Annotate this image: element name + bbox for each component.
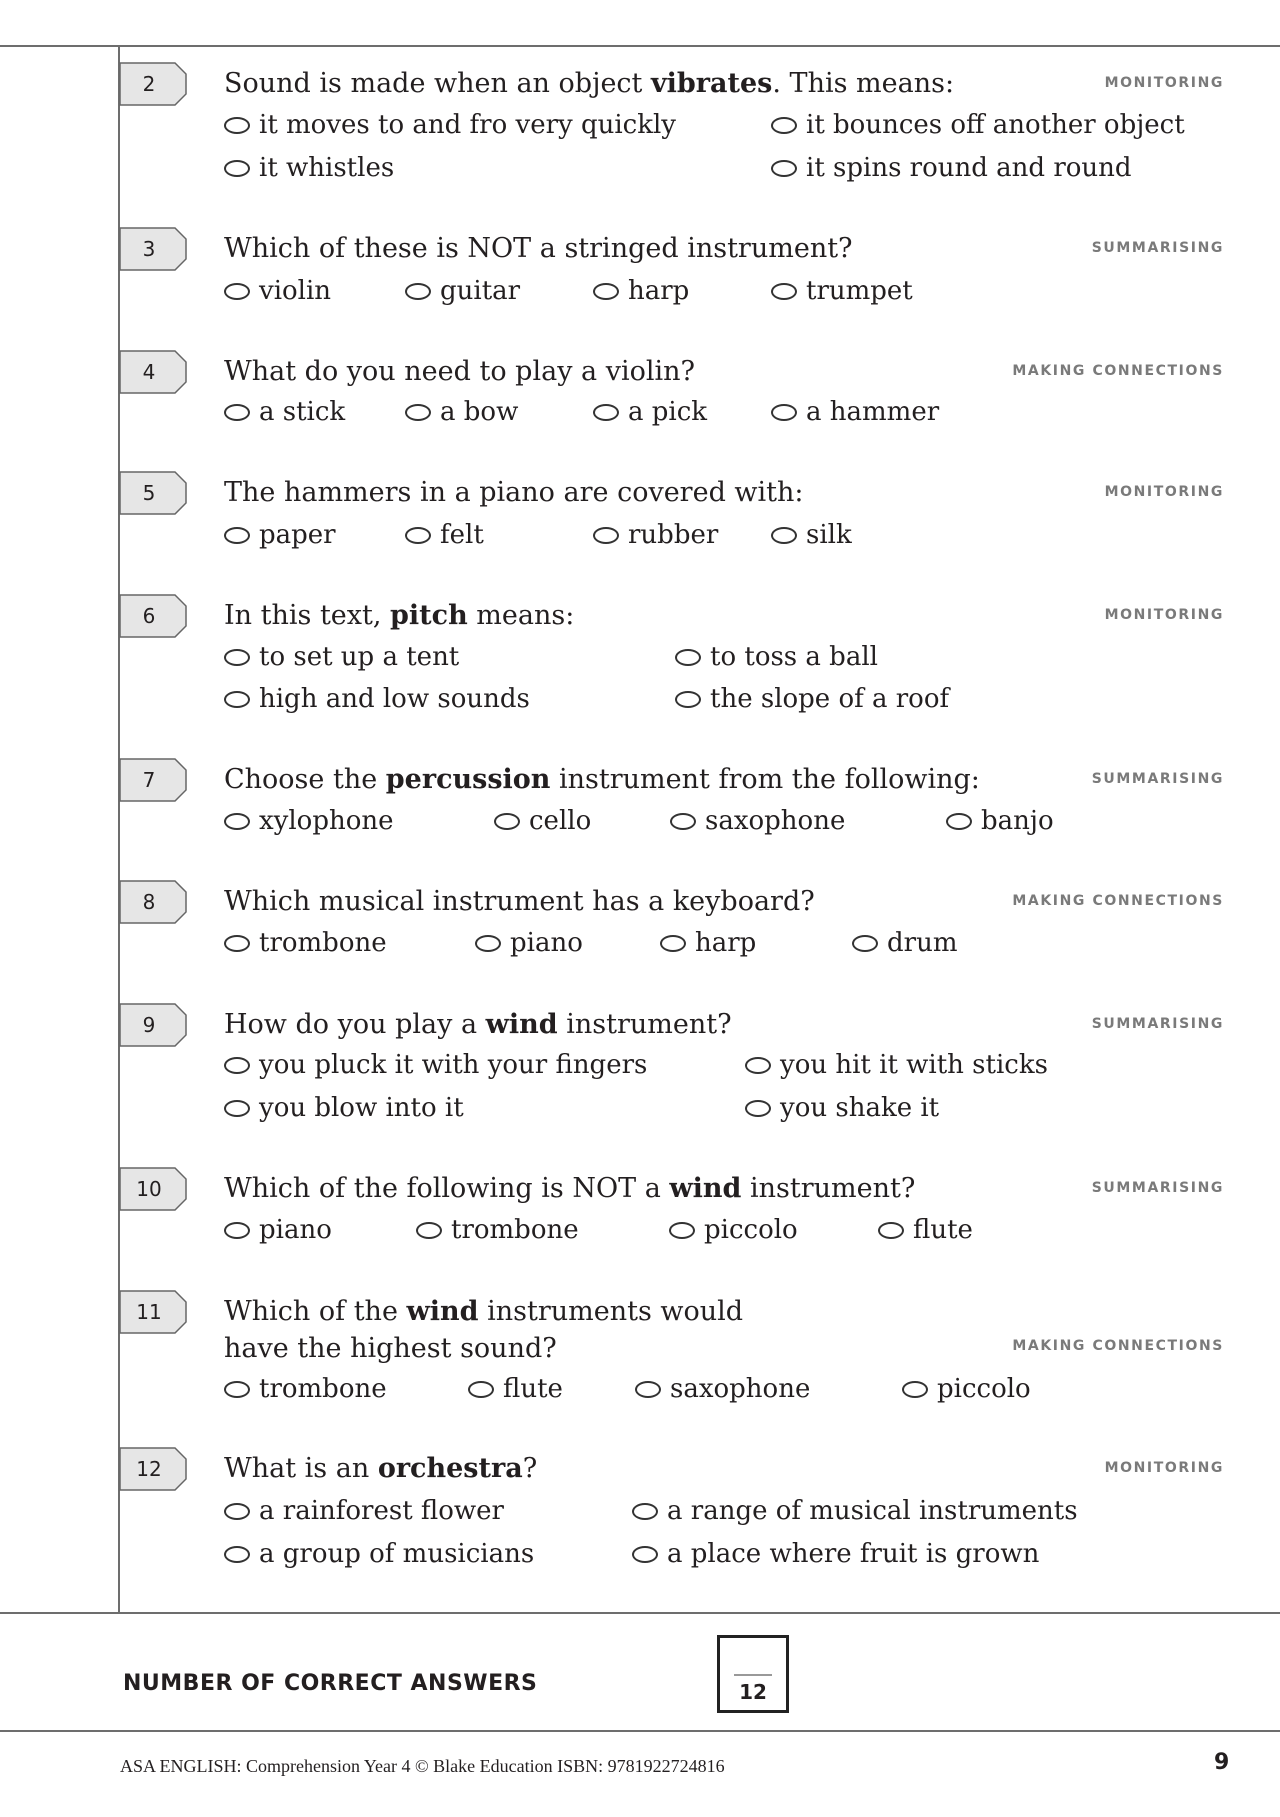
answer-bubble-icon[interactable]	[475, 935, 501, 952]
answer-bubble-icon[interactable]	[771, 117, 797, 134]
answer-option[interactable]	[675, 682, 949, 716]
score-total: 12	[739, 1680, 767, 1704]
question-text-part: In this text,	[224, 600, 391, 631]
answer-bubble-icon[interactable]	[224, 649, 250, 666]
answer-option[interactable]	[675, 640, 878, 674]
answer-bubble-icon[interactable]	[670, 813, 696, 830]
question-text-part: ?	[522, 1453, 538, 1484]
question-text-part: Which musical instrument has a keyboard?	[224, 886, 815, 917]
answer-bubble-icon[interactable]	[771, 527, 797, 544]
answer-option[interactable]	[745, 1048, 1048, 1082]
answer-bubble-icon[interactable]	[771, 404, 797, 421]
question-number: 4	[142, 360, 156, 384]
answer-option[interactable]	[224, 518, 336, 552]
answer-option-label: a range of musical instruments	[667, 1496, 1078, 1526]
answer-option[interactable]	[632, 1494, 1078, 1528]
question-number-badge	[119, 594, 187, 638]
question-text-part: Which of the	[224, 1296, 407, 1327]
answer-bubble-icon[interactable]	[745, 1100, 771, 1117]
question-text-part: . This means:	[772, 68, 955, 99]
answer-bubble-icon[interactable]	[224, 691, 250, 708]
answer-bubble-icon[interactable]	[405, 283, 431, 300]
answer-option-label: a bow	[440, 397, 519, 427]
answer-option-label: you shake it	[780, 1093, 940, 1123]
answer-option-label: guitar	[440, 276, 521, 306]
answer-bubble-icon[interactable]	[635, 1381, 661, 1398]
answer-bubble-icon[interactable]	[946, 813, 972, 830]
answer-bubble-icon[interactable]	[224, 935, 250, 952]
skill-tag: SUMMARISING	[1091, 1016, 1224, 1032]
answer-option-label: harp	[628, 276, 690, 306]
question-number-badge	[119, 227, 187, 271]
answer-bubble-icon[interactable]	[745, 1057, 771, 1074]
answer-option-label: a stick	[259, 397, 346, 427]
answer-bubble-icon[interactable]	[224, 404, 250, 421]
answer-option-label: a group of musicians	[259, 1539, 535, 1569]
question-text	[224, 883, 815, 920]
answer-option-label: a rainforest flower	[259, 1496, 504, 1526]
answer-option-label: xylophone	[259, 806, 394, 836]
question-text-part: What is an	[224, 1453, 378, 1484]
answer-bubble-icon[interactable]	[593, 404, 619, 421]
answer-option[interactable]	[224, 1091, 464, 1125]
answer-option[interactable]	[405, 518, 484, 552]
question-number: 6	[142, 604, 156, 628]
answer-bubble-icon[interactable]	[416, 1222, 442, 1239]
question-text-part: means:	[467, 600, 575, 631]
question-text	[224, 474, 804, 511]
question-text-part: instruments would	[478, 1296, 744, 1327]
question-text-part: Which of these is NOT a stringed instrument?	[224, 233, 853, 264]
answer-bubble-icon[interactable]	[405, 527, 431, 544]
answer-bubble-icon[interactable]	[224, 527, 250, 544]
answer-option-label: cello	[529, 806, 592, 836]
answer-bubble-icon[interactable]	[224, 283, 250, 300]
answer-option[interactable]	[670, 804, 845, 838]
question-text-bold: pitch	[390, 600, 468, 631]
question-number: 12	[136, 1457, 162, 1481]
answer-option-label: silk	[806, 520, 852, 550]
answer-bubble-icon[interactable]	[224, 1222, 250, 1239]
question-number: 7	[142, 768, 156, 792]
answer-option-label: the slope of a roof	[710, 684, 950, 714]
question-text-part: instrument?	[557, 1009, 732, 1040]
answer-option-label: you pluck it with your fingers	[259, 1050, 648, 1080]
answer-option-label: drum	[887, 928, 958, 958]
answer-option[interactable]	[878, 1213, 973, 1247]
answer-option[interactable]	[946, 804, 1054, 838]
question-number: 2	[142, 72, 156, 96]
question-text-bold: wind	[669, 1173, 742, 1204]
question-number-badge	[119, 880, 187, 924]
answer-option[interactable]	[224, 151, 394, 185]
answer-bubble-icon[interactable]	[224, 117, 250, 134]
answer-bubble-icon[interactable]	[405, 404, 431, 421]
skill-tag: MONITORING	[1104, 484, 1224, 500]
skill-tag: SUMMARISING	[1091, 240, 1224, 256]
footer-copyright: ASA ENGLISH: Comprehension Year 4 © Blake Education ISBN: 9781922724816	[120, 1756, 725, 1776]
answer-bubble-icon[interactable]	[224, 1100, 250, 1117]
question-text-part: Which of the following is NOT a	[224, 1173, 670, 1204]
answer-bubble-icon[interactable]	[902, 1381, 928, 1398]
question-text-bold: percussion	[385, 764, 551, 795]
answer-option-label: it bounces off another object	[806, 110, 1185, 140]
answer-option-label: you hit it with sticks	[780, 1050, 1048, 1080]
answer-option-label: it moves to and fro very quickly	[259, 110, 676, 140]
question-text	[224, 353, 695, 390]
answer-bubble-icon[interactable]	[224, 1503, 250, 1520]
answer-option[interactable]	[593, 518, 718, 552]
answer-option[interactable]	[902, 1372, 1031, 1406]
answer-option-label: high and low sounds	[259, 684, 530, 714]
answer-option[interactable]	[468, 1372, 563, 1406]
answer-bubble-icon[interactable]	[494, 813, 520, 830]
question-text-part: Choose the	[224, 764, 386, 795]
skill-tag: MONITORING	[1104, 1460, 1224, 1476]
answer-option[interactable]	[771, 518, 852, 552]
question-text-bold: wind	[485, 1009, 558, 1040]
question-text-part: How do you play a	[224, 1009, 486, 1040]
score-blank	[734, 1674, 772, 1676]
answer-option[interactable]	[632, 1537, 1039, 1571]
answer-option[interactable]	[494, 804, 591, 838]
question-text	[224, 597, 574, 634]
question-number: 8	[142, 890, 156, 914]
answer-option-label: banjo	[981, 806, 1054, 836]
answer-option[interactable]	[224, 804, 394, 838]
question-number: 11	[136, 1300, 162, 1324]
answer-option[interactable]	[852, 926, 957, 960]
answer-option-label: you blow into it	[259, 1093, 464, 1123]
question-number-badge	[119, 350, 187, 394]
question-text	[224, 1170, 915, 1207]
footer-rule	[0, 1730, 1280, 1732]
answer-bubble-icon[interactable]	[675, 649, 701, 666]
answer-bubble-icon[interactable]	[224, 1546, 250, 1563]
answer-option[interactable]	[416, 1213, 579, 1247]
answer-option-label: piccolo	[937, 1374, 1031, 1404]
answer-bubble-icon[interactable]	[224, 1057, 250, 1074]
question-number: 3	[142, 237, 156, 261]
question-number-badge	[119, 1290, 187, 1334]
answer-option-label: flute	[503, 1374, 563, 1404]
section-rule	[0, 1612, 1280, 1614]
answer-option[interactable]	[635, 1372, 810, 1406]
skill-tag: MAKING CONNECTIONS	[1012, 893, 1224, 909]
question-text	[224, 65, 954, 102]
question-number-badge	[119, 1447, 187, 1491]
answer-option-label: piccolo	[704, 1215, 798, 1245]
answer-bubble-icon[interactable]	[593, 527, 619, 544]
answer-option[interactable]	[593, 395, 707, 429]
answer-option-label: a place where fruit is grown	[667, 1539, 1040, 1569]
answer-option[interactable]	[224, 1494, 504, 1528]
question-text	[224, 1450, 537, 1487]
answer-option[interactable]	[224, 395, 345, 429]
answer-bubble-icon[interactable]	[878, 1222, 904, 1239]
question-number: 9	[142, 1013, 156, 1037]
question-text-part: instrument?	[741, 1173, 916, 1204]
skill-tag: SUMMARISING	[1091, 1180, 1224, 1196]
answer-option[interactable]	[475, 926, 583, 960]
answer-bubble-icon[interactable]	[771, 283, 797, 300]
answer-bubble-icon[interactable]	[660, 935, 686, 952]
answer-option-label: violin	[259, 276, 332, 306]
answer-bubble-icon[interactable]	[632, 1546, 658, 1563]
question-number: 10	[136, 1177, 162, 1201]
answer-option-label: flute	[913, 1215, 973, 1245]
question-text	[224, 1006, 732, 1043]
answer-option-label: a hammer	[806, 397, 940, 427]
question-text-bold: wind	[406, 1296, 479, 1327]
answer-option[interactable]	[771, 151, 1132, 185]
skill-tag: SUMMARISING	[1091, 771, 1224, 787]
answer-bubble-icon[interactable]	[224, 1381, 250, 1398]
answer-option-label: trombone	[451, 1215, 579, 1245]
score-box[interactable]	[717, 1635, 789, 1713]
answer-bubble-icon[interactable]	[675, 691, 701, 708]
answer-option[interactable]	[224, 108, 676, 142]
question-number-badge	[119, 62, 187, 106]
answer-option[interactable]	[224, 274, 331, 308]
answer-option-label: rubber	[628, 520, 719, 550]
answer-option-label: it spins round and round	[806, 153, 1132, 183]
answer-option[interactable]	[224, 1372, 387, 1406]
question-text-part: Sound is made when an object	[224, 68, 651, 99]
question-text-part: instrument from the following:	[550, 764, 980, 795]
answer-bubble-icon[interactable]	[224, 160, 250, 177]
page-number: 9	[1214, 1750, 1230, 1775]
answer-option[interactable]	[224, 1048, 647, 1082]
top-rule	[0, 45, 1280, 47]
skill-tag: MONITORING	[1104, 607, 1224, 623]
answer-option[interactable]	[771, 395, 939, 429]
answer-option-label: trombone	[259, 928, 387, 958]
answer-option-label: piano	[510, 928, 583, 958]
answer-option-label: trumpet	[806, 276, 913, 306]
answer-option[interactable]	[224, 1537, 534, 1571]
question-number-badge	[119, 471, 187, 515]
question-text-part: What do you need to play a violin?	[224, 356, 695, 387]
answer-option-label: piano	[259, 1215, 332, 1245]
skill-tag: MAKING CONNECTIONS	[1012, 363, 1224, 379]
question-number: 5	[142, 481, 156, 505]
answer-bubble-icon[interactable]	[771, 160, 797, 177]
left-rule	[118, 46, 120, 1614]
answer-option-label: to set up a tent	[259, 642, 460, 672]
answer-option[interactable]	[669, 1213, 798, 1247]
question-text-line2: have the highest sound?	[224, 1333, 557, 1364]
score-label: NUMBER OF CORRECT ANSWERS	[123, 1671, 538, 1696]
answer-option[interactable]	[771, 108, 1185, 142]
answer-bubble-icon[interactable]	[468, 1381, 494, 1398]
question-number-badge	[119, 1167, 187, 1211]
answer-option[interactable]	[224, 1213, 332, 1247]
answer-option-label: to toss a ball	[710, 642, 878, 672]
answer-option-label: felt	[440, 520, 484, 550]
answer-bubble-icon[interactable]	[852, 935, 878, 952]
answer-option[interactable]	[224, 640, 459, 674]
answer-option-label: paper	[259, 520, 336, 550]
question-text-bold: vibrates	[650, 68, 773, 99]
skill-tag: MAKING CONNECTIONS	[1012, 1338, 1224, 1354]
answer-option[interactable]	[745, 1091, 939, 1125]
answer-option[interactable]	[405, 274, 520, 308]
question-number-badge	[119, 1003, 187, 1047]
answer-option-label: saxophone	[670, 1374, 811, 1404]
answer-bubble-icon[interactable]	[669, 1222, 695, 1239]
answer-option[interactable]	[224, 926, 387, 960]
question-text-bold: orchestra	[377, 1453, 523, 1484]
answer-option-label: harp	[695, 928, 757, 958]
answer-bubble-icon[interactable]	[224, 813, 250, 830]
question-text	[224, 230, 853, 267]
answer-bubble-icon[interactable]	[632, 1503, 658, 1520]
question-number-badge	[119, 758, 187, 802]
answer-option[interactable]	[405, 395, 518, 429]
answer-option[interactable]	[593, 274, 689, 308]
question-text-part: The hammers in a piano are covered with:	[224, 477, 804, 508]
answer-bubble-icon[interactable]	[593, 283, 619, 300]
skill-tag: MONITORING	[1104, 75, 1224, 91]
question-text	[224, 761, 980, 798]
answer-option[interactable]	[771, 274, 913, 308]
answer-option-label: saxophone	[705, 806, 846, 836]
answer-option-label: trombone	[259, 1374, 387, 1404]
answer-option-label: it whistles	[259, 153, 395, 183]
question-text	[224, 1293, 743, 1330]
answer-option[interactable]	[660, 926, 756, 960]
answer-option[interactable]	[224, 682, 530, 716]
answer-option-label: a pick	[628, 397, 708, 427]
